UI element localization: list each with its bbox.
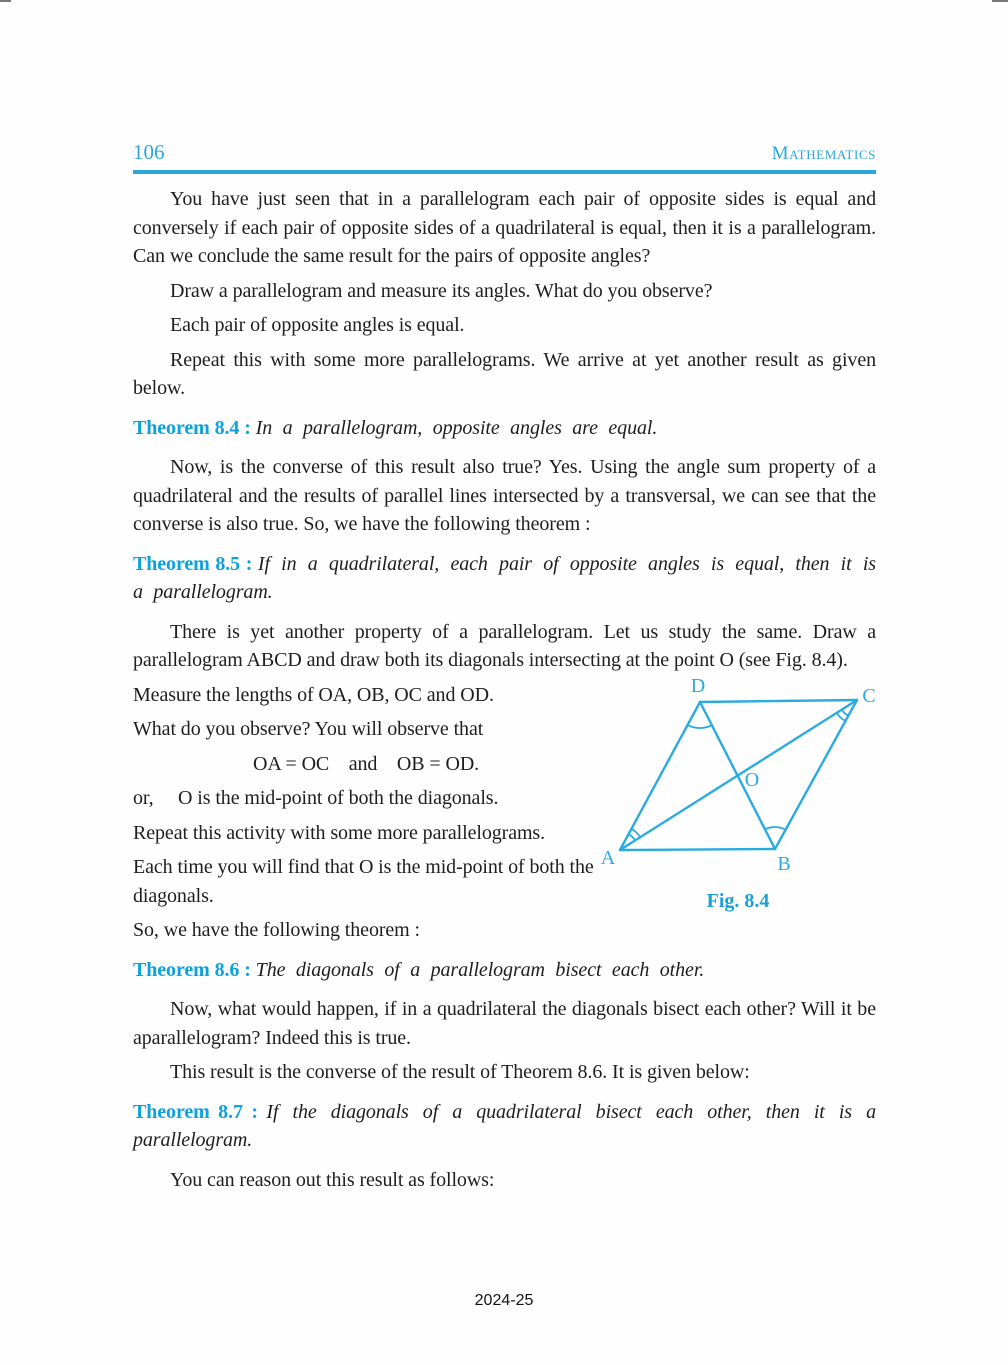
vertex-label-O: O xyxy=(744,769,760,791)
chapter-running-head: Mathematics xyxy=(771,143,876,164)
paragraph-converse: Now, is the converse of this result also true? Yes. Using the angle sum property of a quadrilateral and the results of parallel lines intersected by a transversal, we can see that the converse is also true. So, we have the following theorem : xyxy=(133,456,876,535)
paragraph-intro: You have just seen that in a parallelogram each pair of opposite sides is equal and conversely if each pair of opposite sides of a quadrilateral is equal, then it is a parallelogram. Can we conclude the same result for the pairs of opposite angles? xyxy=(133,188,876,267)
theorem-8-6-label: Theorem 8.6 : xyxy=(133,958,251,981)
paragraph-reason: You can reason out this result as follows: xyxy=(170,1168,495,1191)
theorem-8-7 xyxy=(133,1098,876,1155)
theorem-8-5-label: Theorem 8.5 : xyxy=(133,552,253,575)
theorem-8-7-label: Theorem 8.7 : xyxy=(133,1100,258,1123)
theorem-8-4-label: Theorem 8.4 : xyxy=(133,416,251,439)
parallelogram-diagram xyxy=(588,666,888,881)
paragraph-repeat-more: Repeat this with some more parallelograms. We arrive at yet another result as given below. xyxy=(133,348,876,399)
paragraph-measure: Measure the lengths of OA, OB, OC and OD. xyxy=(133,683,494,706)
theorem-8-5 xyxy=(133,550,876,607)
theorem-8-4-text: In a parallelogram, opposite angles are equal. xyxy=(255,416,658,439)
paragraph-now-what: Now, what would happen, if in a quadrilateral the diagonals bisect each other? Will it be aparallelogram? Indeed this is true. xyxy=(133,998,876,1049)
figure-8-4 xyxy=(588,666,888,913)
vertex-label-C: C xyxy=(862,685,876,707)
footer-edition: 2024-25 xyxy=(474,1292,534,1309)
paragraph-so-theorem: So, we have the following theorem : xyxy=(133,919,420,941)
vertex-label-A: A xyxy=(600,847,616,869)
paragraph-this-result: This result is the converse of the result of Theorem 8.6. It is given below: xyxy=(170,1061,750,1083)
paragraph-each-pair: Each pair of opposite angles is equal. xyxy=(170,314,465,336)
paragraph-or-midpoint: or, O is the mid-point of both the diagonals. xyxy=(133,787,499,809)
theorem-8-6 xyxy=(133,956,876,985)
crop-mark-left xyxy=(0,0,11,2)
vertex-label-D: D xyxy=(690,675,706,697)
theorem-8-6-text: The diagonals of a parallelogram bisect each other. xyxy=(255,958,705,981)
theorem-8-5-text: If in a quadrilateral, each pair of opposite angles is equal, then it is a parallelogram. xyxy=(133,552,876,603)
paragraph-repeat-activity: Repeat this activity with some more parallelograms. xyxy=(133,821,546,844)
paragraph-each-time: Each time you will find that O is the mid-point of both the diagonals. xyxy=(133,856,594,907)
theorem-8-7-text: If the diagonals of a quadrilateral bisect each other, then it is a parallelogram. xyxy=(133,1100,876,1151)
page-number: 106 xyxy=(133,140,165,164)
equation-line: OA = OC and OB = OD. xyxy=(253,752,480,775)
page-header xyxy=(133,140,876,165)
header-rule xyxy=(133,170,876,174)
paragraph-observe: What do you observe? You will observe that xyxy=(133,718,484,740)
vertex-label-B: B xyxy=(777,853,791,875)
theorem-8-4 xyxy=(133,414,876,443)
crop-mark-right xyxy=(992,0,1008,2)
figure-caption: Fig. 8.4 xyxy=(706,890,770,912)
paragraph-draw: Draw a parallelogram and measure its angles. What do you observe? xyxy=(170,279,713,302)
paragraph-another-property: There is yet another property of a parallelogram. Let us study the same. Draw a parallelogram ABCD and draw both its diagonals intersecting at the point O (see Fig. 8.4). xyxy=(133,620,876,671)
